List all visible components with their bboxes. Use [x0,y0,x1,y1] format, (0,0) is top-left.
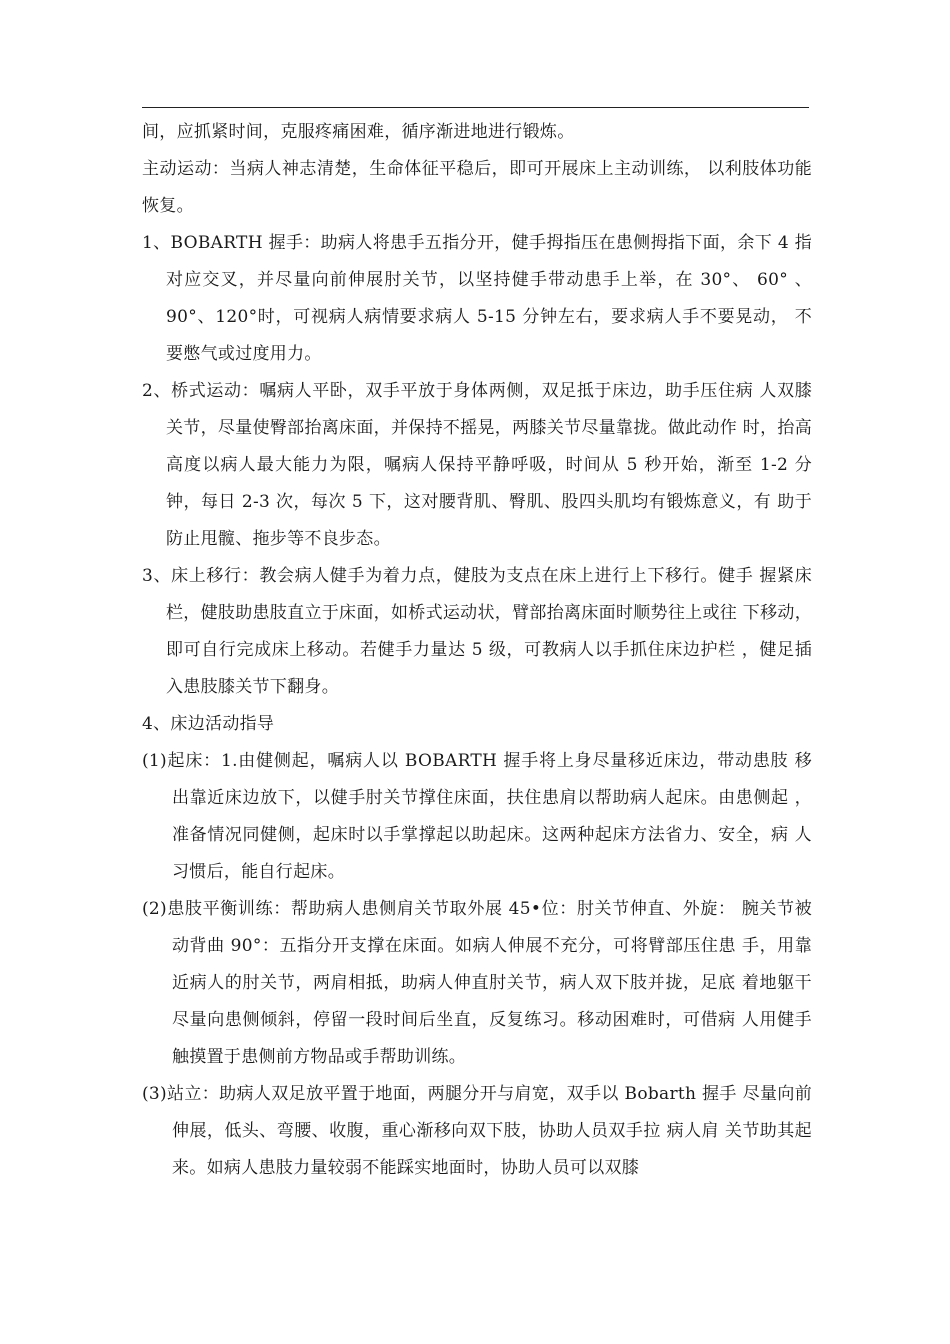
sub-item-standing: (3)站立：助病人双足放平置于地面，两腿分开与肩宽，双手以 Bobarth 握手 尽量向前伸展，低头、弯腰、收腹，重心渐移向双下肢，协助人员双手拉 病人肩 关节助其起来。如病人患肢力量较弱不能踩实地面时，协助人员可以双膝 [142,1084,812,1178]
header-rule [142,107,809,108]
list-item-bridge-exercise: 2、桥式运动：嘱病人平卧，双手平放于身体两侧，双足抵于床边，助手压住病 人双膝关节，尽量使臀部抬离床面，并保持不摇晃，两膝关节尽量靠拢。做此动作 时，抬高高度以病人最大能力为限，嘱病人保持平静呼吸，时间从 5 秒开始，渐至 1-2 分钟，每日 2-3 次，每次 5 下，这对腰背肌、臀肌、股四头肌均有锻炼意义，有 助于防止甩髋、拖步等不良步态。 [142,381,812,549]
sub-item-getting-up: (1)起床：1.由健侧起，嘱病人以 BOBARTH 握手将上身尽量移近床边，带动患肢 移出靠近床边放下，以健手肘关节撑住床面，扶住患肩以帮助病人起床。由患侧起 ，准备情况同健侧，起床时以手掌撑起以助起床。这两种起床方法省力、安全，病 人习惯后，能自行起床。 [142,751,812,882]
list-item-bed-movement: 3、床上移行：教会病人健手为着力点，健肢为支点在床上进行上下移行。健手 握紧床栏，健肢助患肢直立于床面，如桥式运动状，臂部抬离床面时顺势往上或往 下移动，即可自行完成床上移动。若健手力量达 5 级，可教病人以手抓住床边护栏 ，健足插入患肢膝关节下翻身。 [142,566,812,697]
paragraph-continuation: 间，应抓紧时间，克服疼痛困难，循序渐进地进行锻炼。 [142,122,575,142]
document-body [142,114,812,1187]
paragraph-active-exercise: 主动运动：当病人神志清楚，生命体征平稳后，即可开展床上主动训练， 以利肢体功能恢复。 [142,159,812,216]
list-item-bedside-guidance: 4、床边活动指导 [142,714,275,734]
list-item-bobarth-grip: 1、BOBARTH 握手：助病人将患手五指分开，健手拇指压在患侧拇指下面，余下 4 指对应交叉，并尽量向前伸展肘关节，以坚持健手带动患手上举，在 30°、 60° 、90°、120°时，可视病人病情要求病人 5-15 分钟左右，要求病人手不要晃动， 不要憋气或过度用力。 [142,233,812,364]
sub-item-balance-training: (2)患肢平衡训练：帮助病人患侧肩关节取外展 45•位：肘关节伸直、外旋： 腕关节被动背曲 90°：五指分开支撑在床面。如病人伸展不充分，可将臂部压住患 手，用靠近病人的肘关节，两肩相抵，助病人伸直肘关节，病人双下肢并拢，足底 着地躯干尽量向患侧倾斜，停留一段时间后坐直，反复练习。移动困难时，可借病 人用健手触摸置于患侧前方物品或手帮助训练。 [142,899,812,1067]
